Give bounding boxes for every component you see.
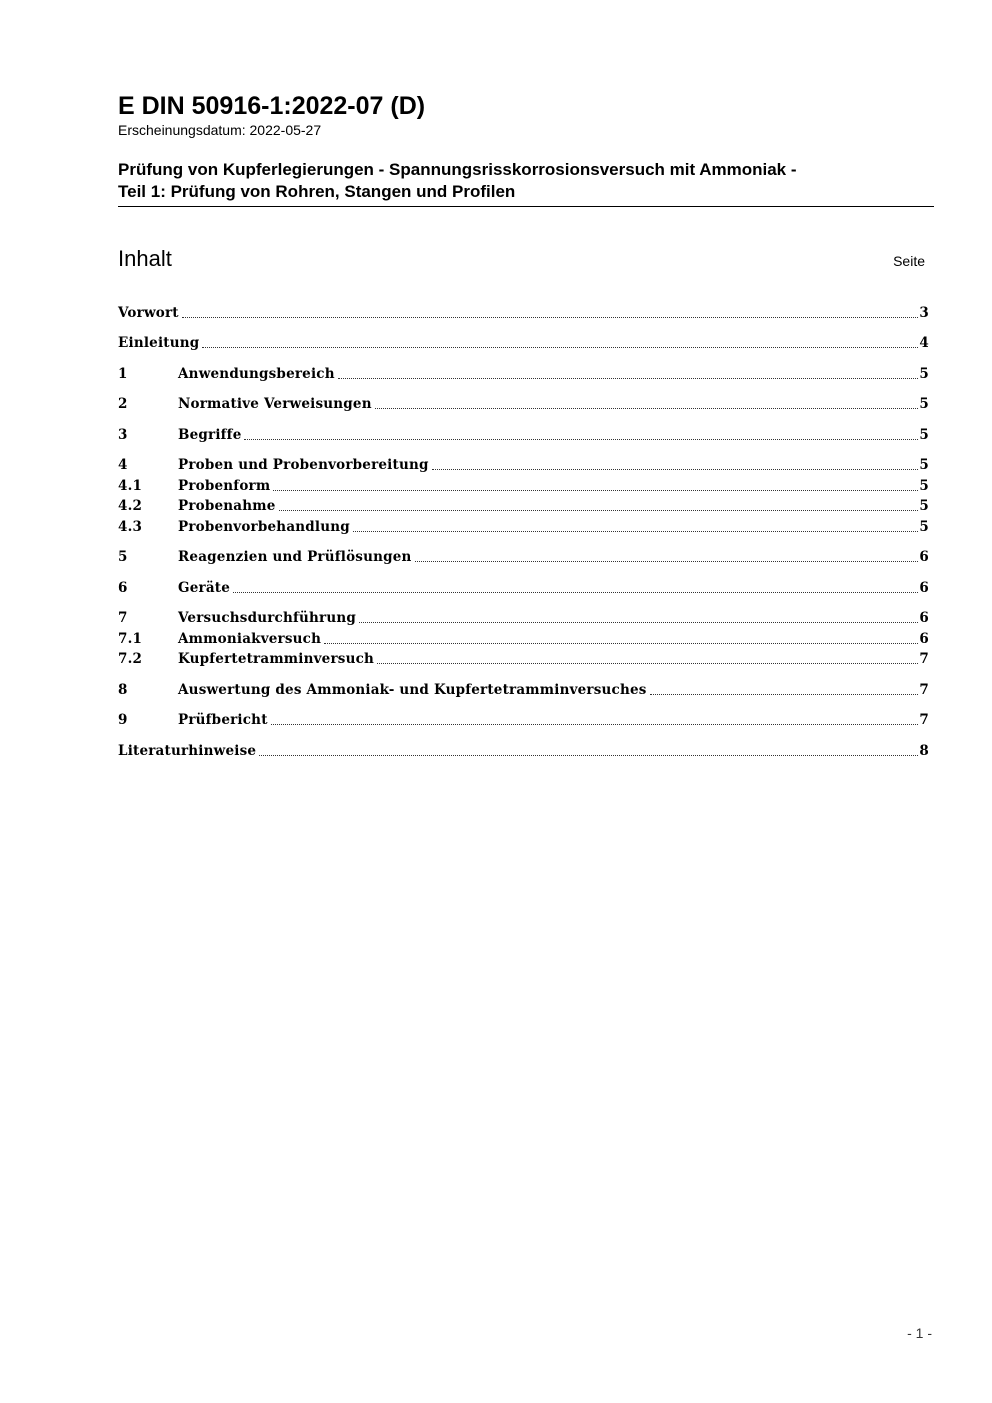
toc-entry-4-3[interactable] — [118, 516, 929, 537]
dot-leader — [233, 592, 918, 593]
toc-entry-vorwort[interactable] — [118, 302, 929, 323]
dot-leader — [279, 510, 919, 511]
toc-entry-title: Kupfertetramminversuch — [178, 651, 375, 667]
toc-entry-2[interactable] — [118, 394, 929, 415]
toc-heading: Inhalt — [118, 246, 172, 271]
subtitle-line-1: Prüfung von Kupferlegierungen - Spannungsrisskorrosionsversuch mit Ammoniak - — [118, 160, 797, 179]
toc-entry-6[interactable] — [118, 577, 929, 598]
toc-entry-9[interactable] — [118, 710, 929, 731]
toc-entry-page: 6 — [919, 630, 929, 647]
toc-entry-page: 6 — [919, 610, 929, 626]
dot-leader — [359, 622, 918, 623]
toc-entry-4-2[interactable] — [118, 496, 929, 517]
document-title: E DIN 50916-1:2022-07 (D) — [118, 92, 426, 120]
table-of-contents — [118, 302, 929, 761]
toc-entry-8[interactable] — [118, 679, 929, 700]
toc-entry-number: 2 — [118, 396, 128, 412]
toc-entry-page: 4 — [919, 335, 929, 351]
toc-entry-title: Versuchsdurchführung — [178, 610, 357, 626]
toc-entry-7-2[interactable] — [118, 649, 929, 670]
toc-entry-7-1[interactable] — [118, 628, 929, 649]
toc-entry-page: 7 — [919, 651, 929, 667]
toc-entry-page: 5 — [919, 518, 929, 535]
dot-leader — [273, 490, 918, 491]
toc-entry-3[interactable] — [118, 424, 929, 445]
toc-entry-number: 9 — [118, 712, 128, 728]
toc-entry-page: 8 — [919, 742, 929, 759]
dot-leader — [338, 378, 919, 379]
toc-page-column-label: Seite — [893, 253, 925, 269]
toc-entry-title: Geräte — [178, 579, 231, 596]
toc-entry-1[interactable] — [118, 363, 929, 384]
dot-leader — [353, 531, 918, 532]
toc-entry-literaturhinweise[interactable] — [118, 740, 929, 761]
toc-entry-7[interactable] — [118, 608, 929, 629]
toc-entry-title: Probenvorbehandlung — [178, 518, 350, 535]
toc-entry-page: 7 — [919, 712, 929, 728]
toc-entry-title: Anwendungsbereich — [178, 365, 335, 382]
dot-leader — [377, 663, 918, 664]
toc-entry-title: Probenahme — [178, 498, 276, 514]
toc-entry-number: 4.1 — [118, 477, 143, 494]
dot-leader — [650, 694, 919, 695]
toc-entry-number: 7.2 — [118, 651, 143, 667]
toc-entry-title: Probenform — [178, 477, 271, 494]
toc-entry-number: 6 — [118, 579, 128, 596]
toc-entry-title: Einleitung — [118, 335, 200, 351]
toc-entry-title: Reagenzien und Prüflösungen — [178, 549, 412, 565]
page-number: - 1 - — [907, 1325, 932, 1341]
toc-entry-title: Literaturhinweise — [118, 742, 257, 759]
toc-entry-title: Auswertung des Ammoniak- und Kupfertetramminversuches — [178, 681, 647, 698]
toc-entry-page: 6 — [919, 579, 929, 596]
dot-leader — [202, 347, 918, 348]
toc-entry-5[interactable] — [118, 547, 929, 568]
dot-leader — [375, 408, 919, 409]
toc-entry-title: Proben und Probenvorbereitung — [178, 457, 429, 473]
toc-entry-number: 4 — [118, 457, 128, 473]
title-divider — [118, 206, 934, 207]
publication-date: Erscheinungsdatum: 2022-05-27 — [118, 122, 322, 138]
toc-entry-number: 4.3 — [118, 518, 143, 535]
toc-entry-title: Prüfbericht — [178, 712, 268, 728]
toc-entry-title: Normative Verweisungen — [178, 396, 372, 412]
toc-entry-number: 5 — [118, 549, 128, 565]
dot-leader — [415, 561, 919, 562]
toc-entry-4[interactable] — [118, 455, 929, 476]
dot-leader — [324, 643, 918, 644]
toc-entry-number: 3 — [118, 426, 128, 443]
toc-entry-title: Vorwort — [118, 304, 179, 321]
toc-entry-page: 3 — [919, 304, 929, 321]
toc-entry-page: 5 — [919, 365, 929, 382]
toc-entry-4-1[interactable] — [118, 475, 929, 496]
document-subtitle — [118, 159, 934, 203]
dot-leader — [259, 755, 918, 756]
toc-entry-number: 1 — [118, 365, 128, 382]
toc-entry-page: 7 — [919, 681, 929, 698]
toc-entry-einleitung[interactable] — [118, 333, 929, 354]
dot-leader — [271, 724, 919, 725]
dot-leader — [182, 317, 919, 318]
subtitle-line-2: Teil 1: Prüfung von Rohren, Stangen und Profilen — [118, 182, 516, 201]
toc-entry-number: 4.2 — [118, 498, 143, 514]
toc-entry-number: 7.1 — [118, 630, 143, 647]
toc-entry-page: 5 — [919, 396, 929, 412]
dot-leader — [244, 439, 918, 440]
toc-entry-page: 6 — [919, 549, 929, 565]
toc-entry-page: 5 — [919, 457, 929, 473]
toc-entry-number: 7 — [118, 610, 128, 626]
toc-entry-page: 5 — [919, 477, 929, 494]
toc-entry-title: Ammoniakversuch — [178, 630, 322, 647]
toc-entry-number: 8 — [118, 681, 128, 698]
toc-entry-page: 5 — [919, 426, 929, 443]
toc-entry-page: 5 — [919, 498, 929, 514]
dot-leader — [432, 469, 919, 470]
toc-entry-title: Begriffe — [178, 426, 242, 443]
